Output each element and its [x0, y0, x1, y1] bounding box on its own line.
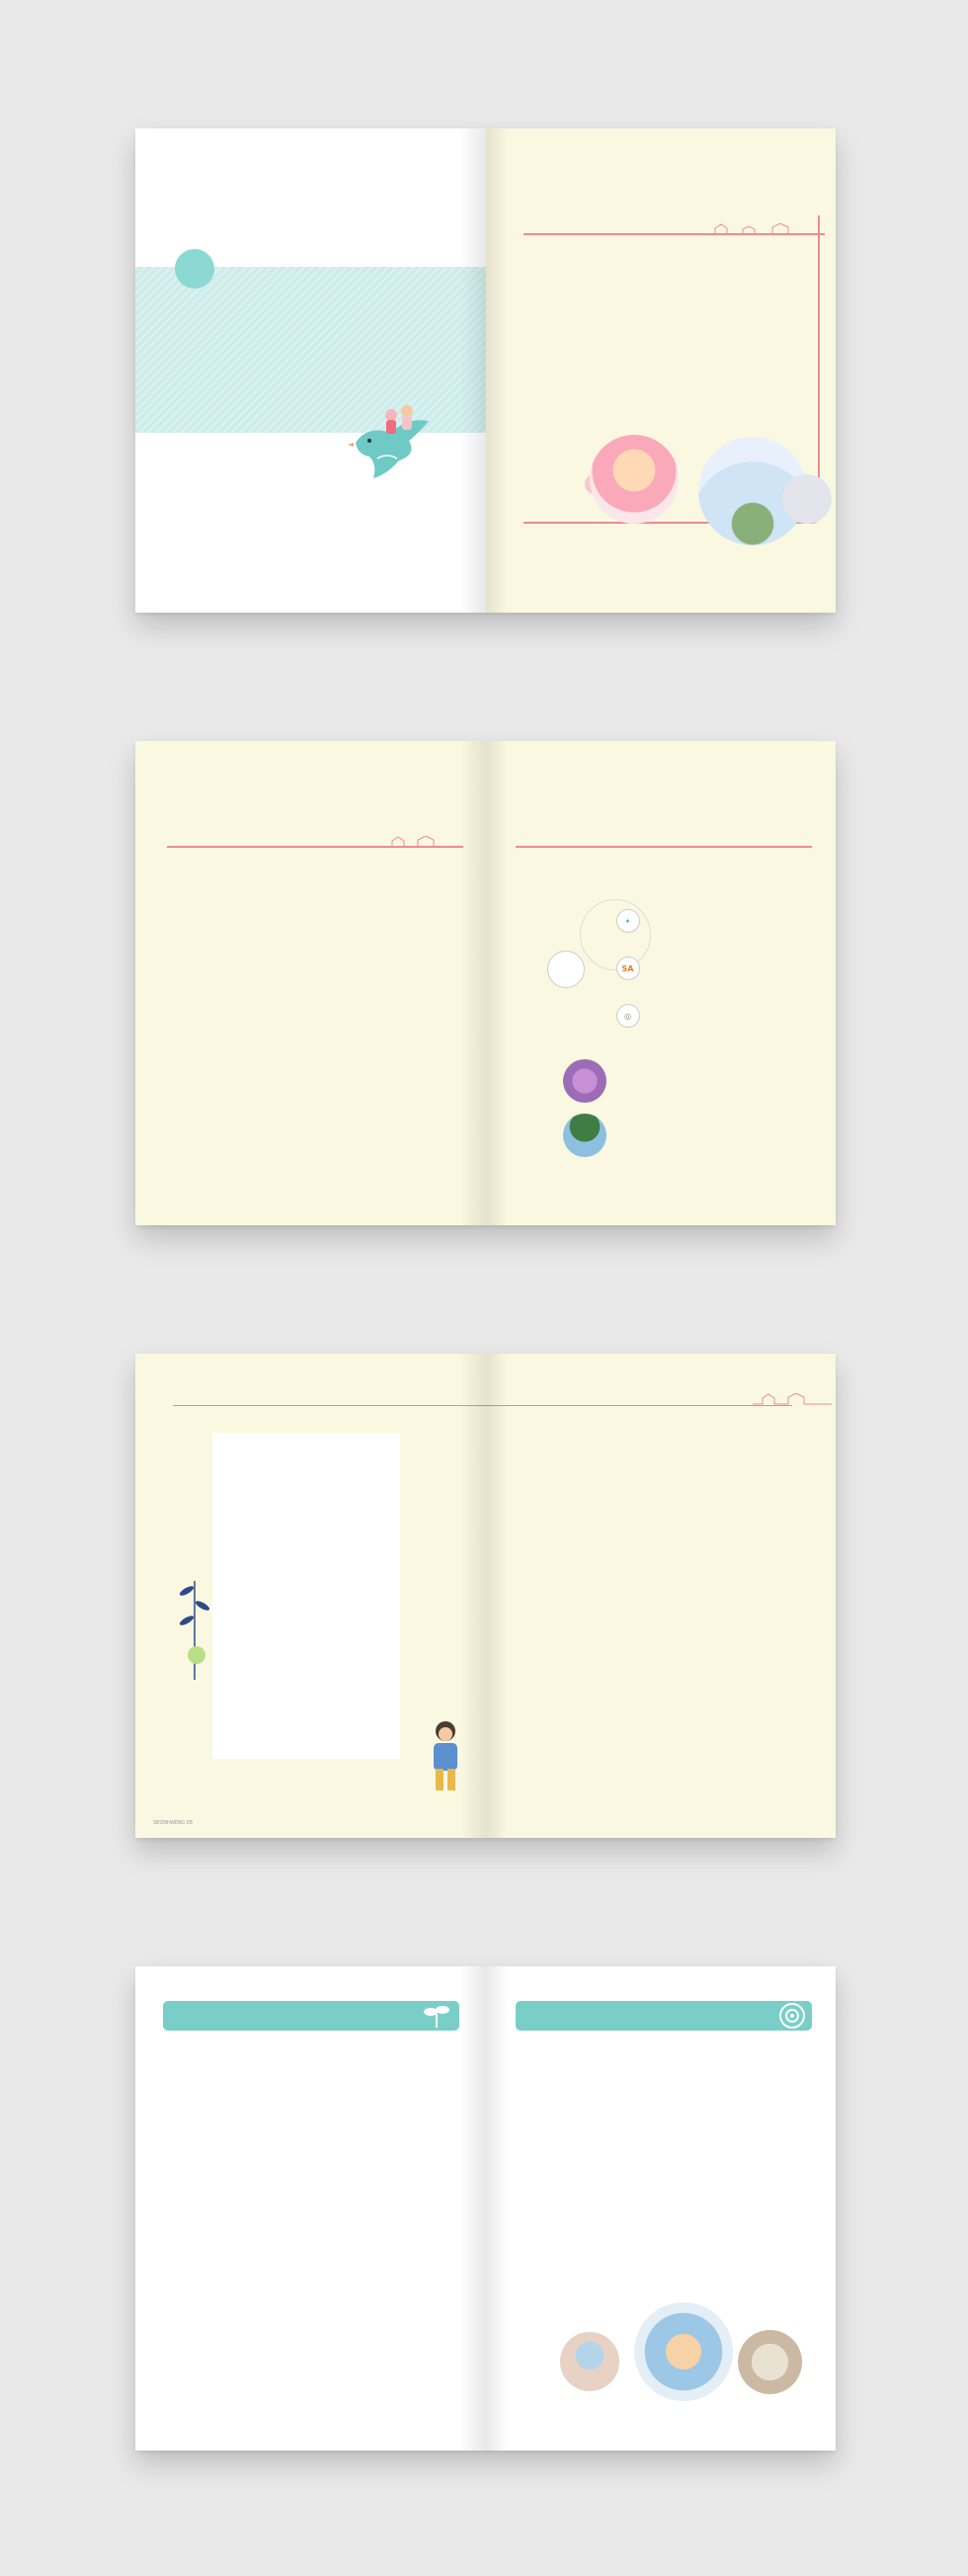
page-number: SEONHAENG 08 [153, 1820, 193, 1826]
divider-line [486, 1405, 792, 1406]
child-photo [590, 435, 679, 524]
classroom-photo [560, 2332, 619, 2391]
activities-banner [516, 2001, 812, 2031]
study-photo [738, 2330, 802, 2394]
school-intro-page [486, 741, 837, 1225]
spread-song-stats [135, 1354, 836, 1838]
decor-circle [782, 474, 832, 524]
song-score [212, 1433, 400, 1759]
school-emblem [547, 951, 585, 988]
child-illustration [422, 1719, 466, 1798]
promise-page [135, 741, 486, 1225]
children-photo [634, 2302, 733, 2401]
status-page [486, 1354, 837, 1838]
spread-toc [135, 128, 836, 613]
intro-page [486, 128, 837, 613]
spread-activities [135, 1966, 836, 2451]
sprout-icon [422, 2004, 451, 2028]
bird-mascot-illustration [348, 395, 432, 484]
village-skyline-icon [753, 1393, 832, 1405]
flower-text [614, 1062, 812, 1070]
divider-line [173, 1405, 486, 1406]
community-icon: SA [616, 956, 640, 980]
value-ring [580, 899, 651, 970]
school-song-page [135, 1354, 486, 1838]
tree-text [614, 1117, 812, 1124]
village-skyline-icon [382, 836, 461, 848]
activities-page [486, 1966, 837, 2451]
pine-tree-photo [563, 1114, 606, 1157]
divider-line [516, 846, 812, 848]
directions-page [135, 1966, 486, 2451]
azalea-photo [563, 1059, 606, 1103]
plant-illustration [175, 1571, 214, 1680]
toc-page [135, 128, 486, 613]
target-icon [778, 2002, 806, 2030]
toc-title [175, 249, 214, 289]
directions-banner [163, 2001, 459, 2031]
creative-icon: ✦ [616, 909, 640, 933]
spread-promise-intro [135, 741, 836, 1225]
village-skyline-icon [703, 223, 822, 235]
toc-band [135, 267, 486, 433]
health-icon: ◎ [616, 1004, 640, 1028]
